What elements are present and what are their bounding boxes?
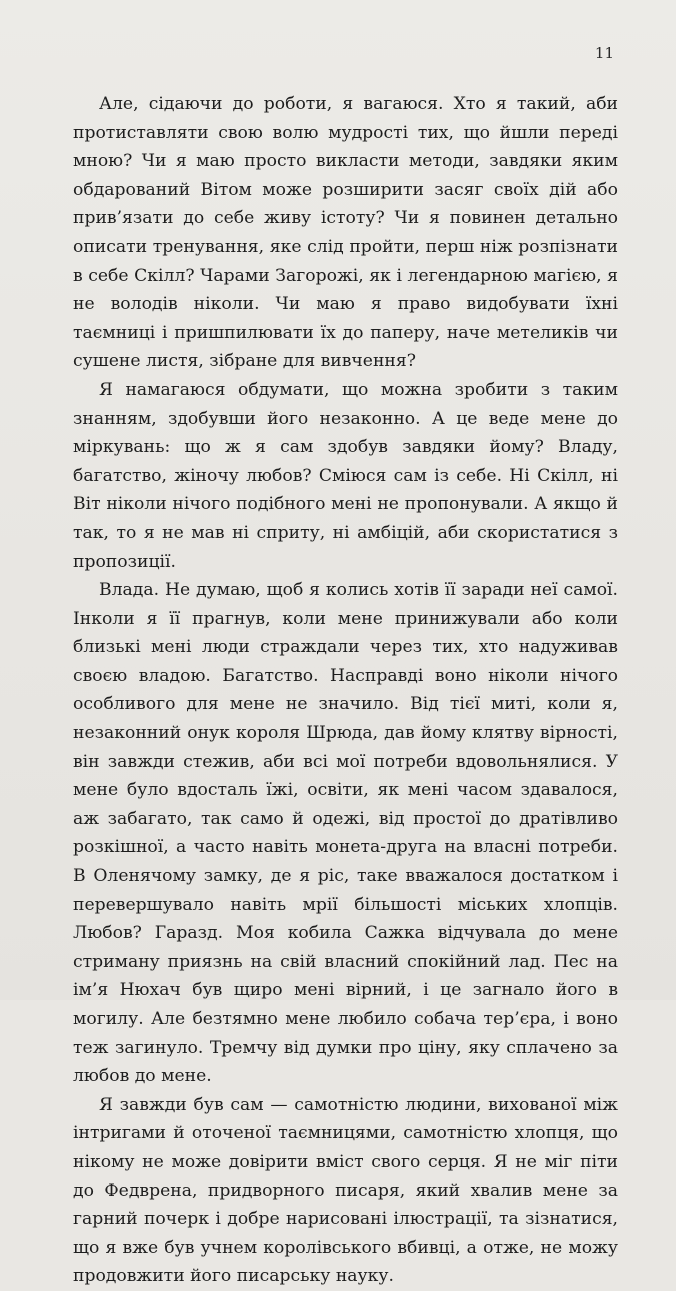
paragraph-1: Але, сідаючи до роботи, я вагаюся. Хто я такий, аби протиставляти свою волю мудрості тих, що йшли переді мною? Чи я маю просто викласти методи, завдяки яким обдарований Вітом може розширити засяг своїх дій або прив’язати до себе живу істоту? Чи я повинен детально описати тренування, яке слід пройти, перш ніж розпізнати в себе Скілл? Чарами Загорожі, як і легендарною магією, я не володів ніколи. Чи маю я право видобувати їхні таємниці і пришпилювати їх до паперу, наче метеликів чи сушене листя, зібране для вивчення? (73, 94, 618, 372)
paragraph-3: Влада. Не думаю, щоб я колись хотів її заради неї самої. Інколи я її прагнув, коли мене принижували або коли близькі мені люди страждали через тих, хто надуживав своєю владою. Багатство. Насправді воно ніколи нічого особливого для мене не значило. Від тієї миті, коли я, незаконний онук короля Шрюда, дав йому клятву вірності, він завжди стежив, аби всі мої потреби вдовольнялися. У мене було вдосталь їжі, освіти, як мені часом здавалося, аж забагато, так само й одежі, від простої до дратівливо розкішної, а часто навіть монета-друга на власні потреби. В Оленячому замку, де я ріс, таке вважалося достатком і перевершувало навіть мрії більшості міських хлопців. Любов? Гаразд. Моя кобила Сажка відчувала до мене стриману приязнь на свій власний спокійний лад. Пес на ім’я Нюхач був щиро мені вірний, і це загнало його в могилу. Але безтямно мене любило собача тер’єра, і воно теж загинуло. Тремчу від думки про ціну, яку сплачено за любов до мене. (73, 580, 618, 1087)
body-text (73, 90, 618, 1291)
page-number: 11 (594, 44, 614, 62)
paragraph-2: Я намагаюся обдумати, що можна зробити з таким знанням, здобувши його незаконно. А це веде мене до міркувань: що ж я сам здобув завдяки йому? Владу, багатство, жіночу любов? Сміюся сам із себе. Ні Скілл, ні Віт ніколи нічого подібного мені не пропонували. А якщо й так, то я не мав ні сприту, ні амбіцій, аби скористатися з пропозиції. (73, 379, 618, 572)
paragraph-4: Я завжди був сам — самотністю людини, вихованої між інтригами й оточеної таємницями, самотністю хлопця, що нікому не може довірити вміст свого серця. Я не міг піти до Федврена, придворного писаря, який хвалив мене за гарний почерк і добре нарисовані ілюстрації, та зізнатися, що я вже був учнем королівського вбивці, а отже, не можу продовжити його писарську науку. (73, 1094, 618, 1287)
